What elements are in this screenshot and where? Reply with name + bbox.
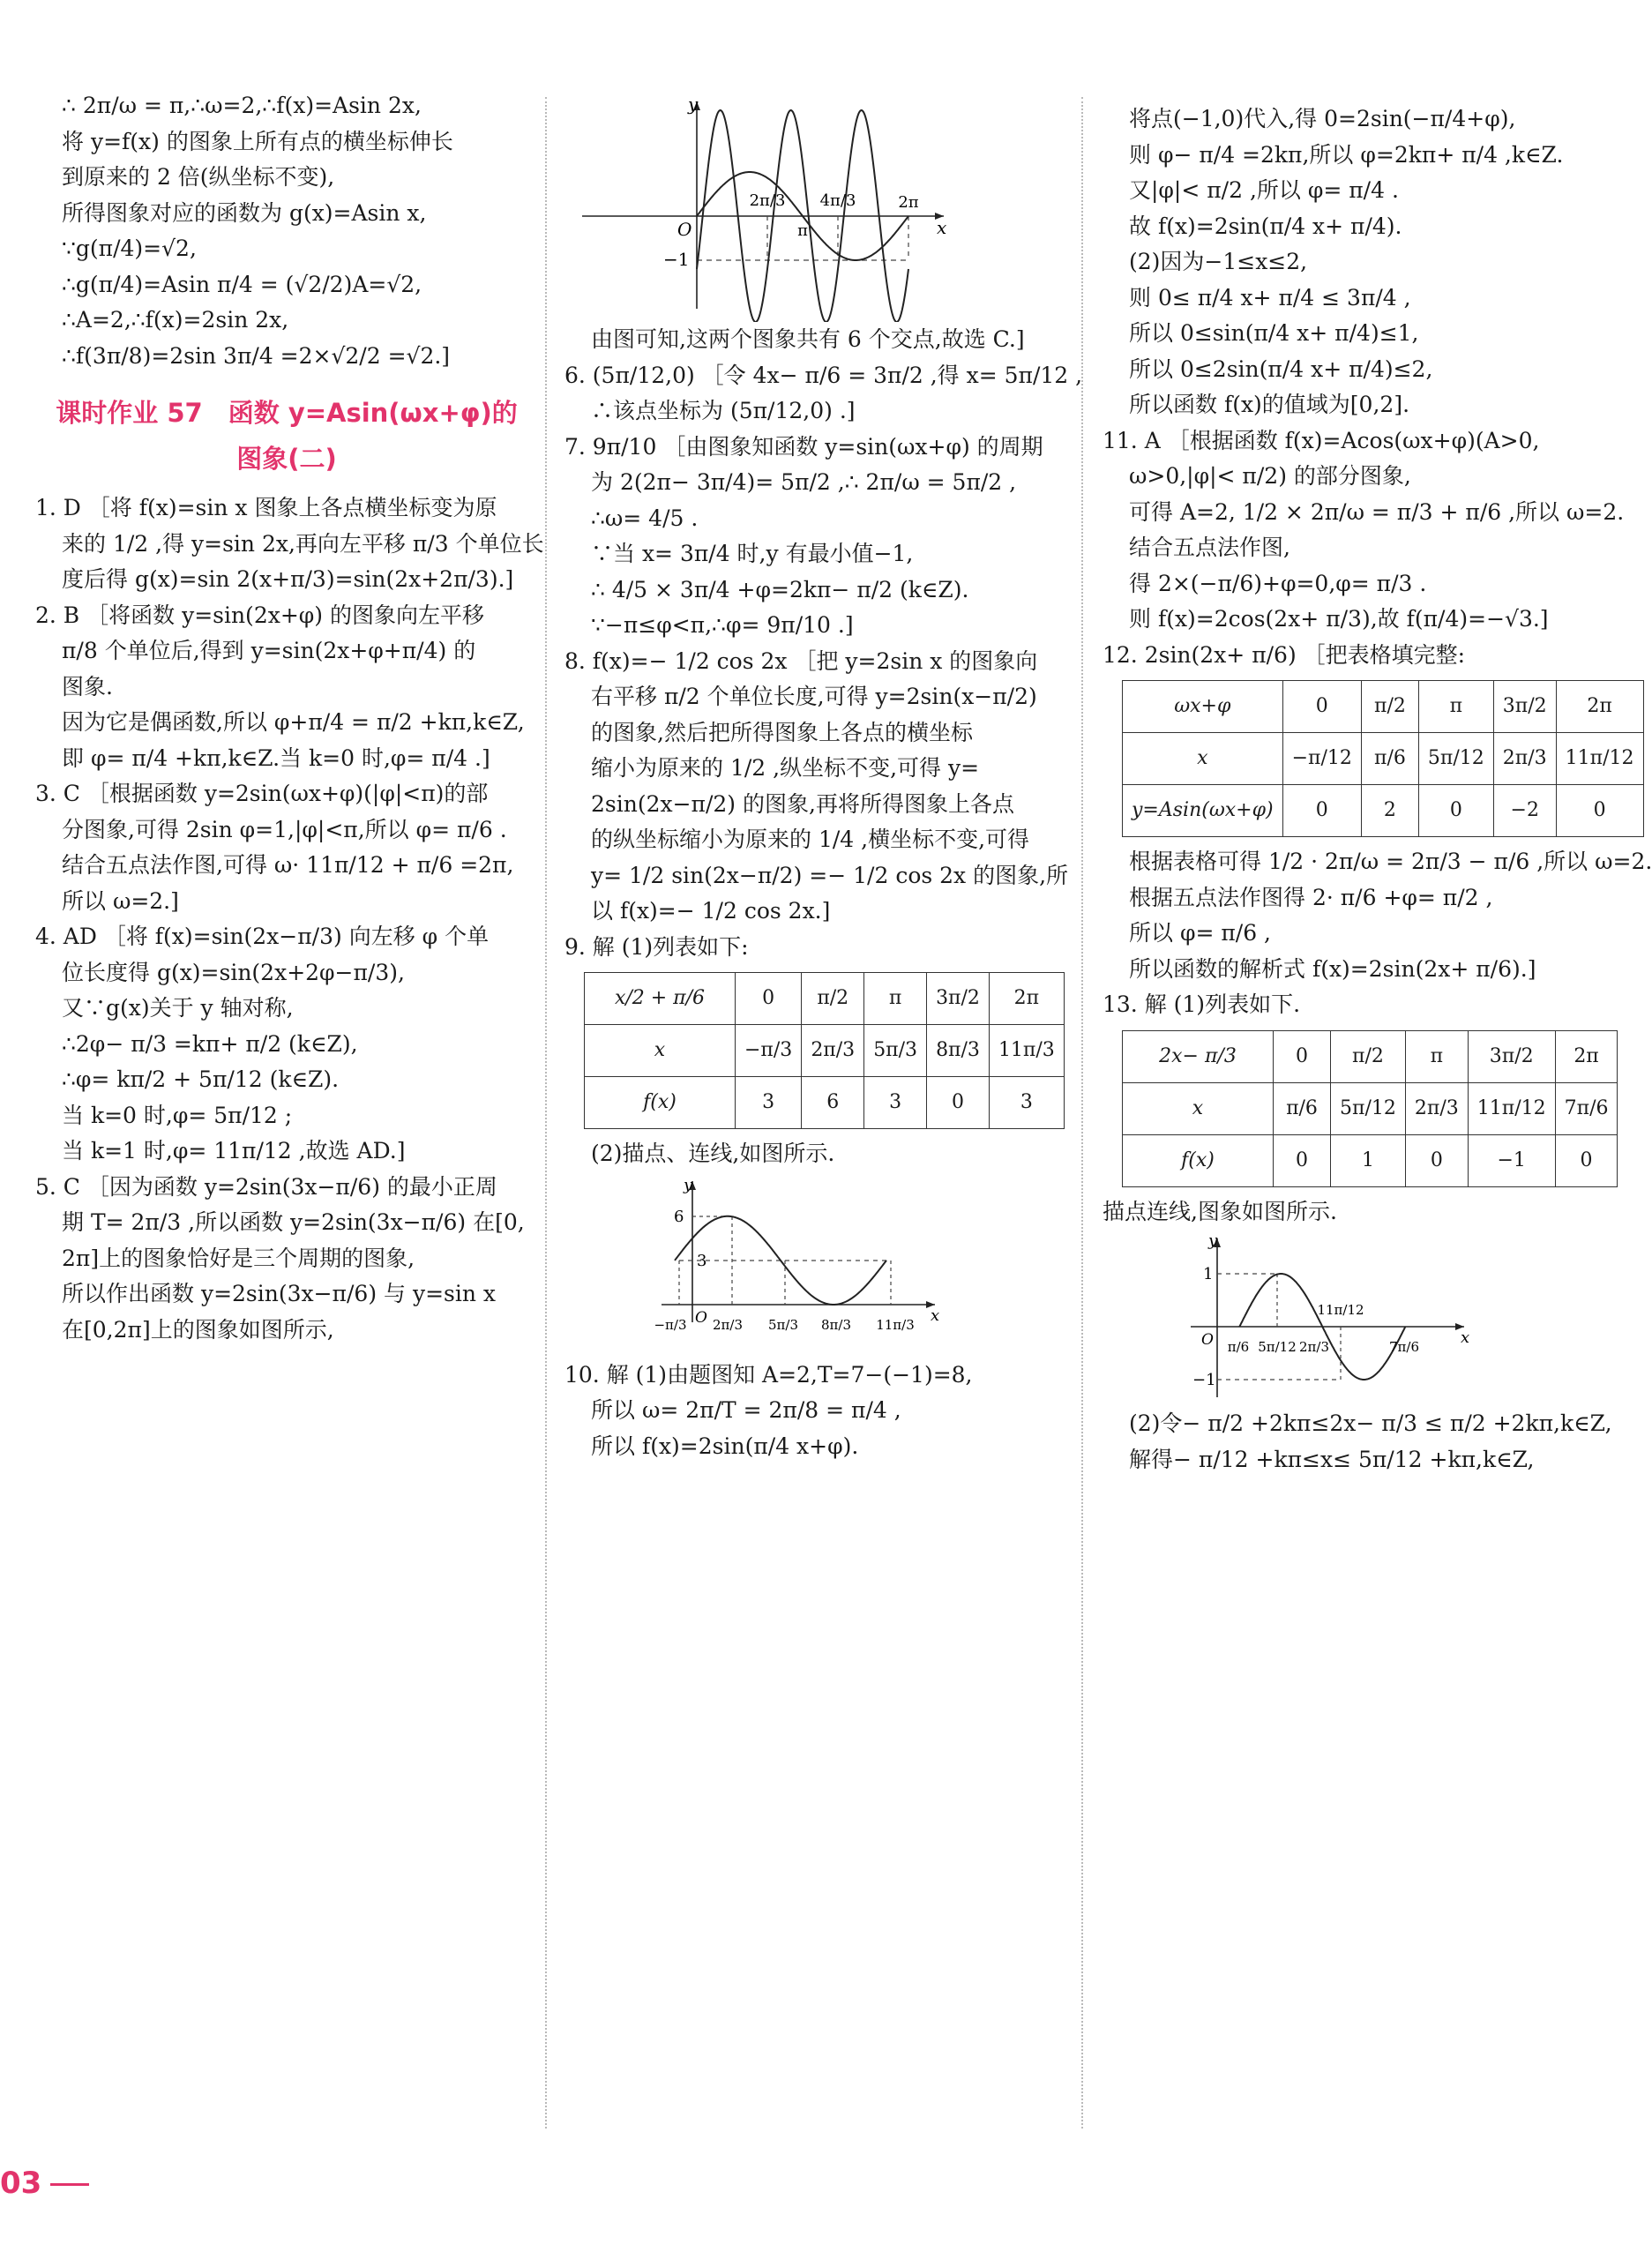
table-cell: x/2 + π/6 (585, 973, 736, 1025)
axis-label: y (1208, 1231, 1218, 1250)
text-line: 所以 φ= π/6 , (1129, 920, 1271, 946)
text-line: y= 1/2 sin(2x−π/2) =− 1/2 cos 2x 的图象,所 (591, 862, 1069, 888)
table-row (585, 1077, 1065, 1129)
text-line: ∴该点坐标为 (5π/12,0) .] (591, 398, 856, 423)
table-cell: 11π/3 (989, 1025, 1064, 1077)
text-line: 所以函数 f(x)的值域为[0,2]. (1129, 392, 1410, 417)
text-line: 右平移 π/2 个单位长度,可得 y=2sin(x−π/2) (591, 684, 1037, 709)
text-line: 以 f(x)=− 1/2 cos 2x.] (591, 898, 831, 924)
text-line: 将点(−1,0)代入,得 0=2sin(−π/4+φ), (1129, 106, 1516, 131)
text-line: 所以 ω=2.] (62, 887, 179, 914)
text-line: 2π]上的图象恰好是三个周期的图象, (62, 1245, 415, 1271)
text-line: 6. (5π/12,0) ［令 4x− π/6 = 3π/2 ,得 x= 5π/12 , (564, 362, 1083, 388)
section-title (35, 390, 538, 482)
table-cell: 2π/3 (802, 1025, 864, 1077)
text-line: 8. f(x)=− 1/2 cos 2x ［把 y=2sin x 的图象向 (564, 647, 1038, 674)
figure-sine-intersections (564, 84, 953, 322)
text-line: 7. 9π/10 ［由图象知函数 y=sin(ωx+φ) 的周期 (564, 433, 1043, 460)
table-cell: x (1123, 733, 1283, 785)
table-row (1123, 733, 1644, 785)
tick-label: 11π/12 (1317, 1302, 1364, 1318)
text-line: 所以 0≤2sin(π/4 x+ π/4)≤2, (1129, 355, 1433, 382)
origin-label: O (677, 219, 692, 240)
table-cell: 11π/12 (1556, 733, 1643, 785)
text-line: 3. C ［根据函数 y=2sin(ωx+φ)(|φ|<π)的部 (35, 781, 489, 807)
text-line: 描点连线,图象如图所示. (1103, 1198, 1337, 1224)
text-line: 到原来的 2 倍(纵坐标不变), (62, 164, 335, 190)
table-cell: 1 (1331, 1134, 1406, 1186)
tick-label: −1 (663, 249, 690, 270)
section-title-line: 课时作业 57 函数 y=Asin(ωx+φ)的 (56, 398, 518, 428)
tick-label: 4π/3 (819, 191, 856, 210)
text-line: ∵当 x= 3π/4 时,y 有最小值−1, (591, 541, 914, 566)
figure-q9-graph (644, 1172, 1014, 1358)
text-line: ∵g(π/4)=√2, (62, 236, 197, 261)
table-cell: 2π/3 (1405, 1082, 1468, 1134)
table-cell: 6 (802, 1077, 864, 1129)
table-cell: 0 (1405, 1134, 1468, 1186)
table-cell: 5π/3 (864, 1025, 927, 1077)
answer-column-2 (564, 84, 1083, 1464)
text-line: ∴A=2,∴f(x)=2sin 2x, (62, 307, 289, 333)
table-cell: π/6 (1361, 733, 1418, 785)
text-line: ∴φ= kπ/2 + 5π/12 (k∈Z). (62, 1066, 340, 1093)
column-divider (1081, 97, 1083, 2129)
text-line: 根据表格可得 1/2 · 2π/ω = 2π/3 − π/6 ,所以 ω=2. (1129, 849, 1652, 874)
axis-label: x (931, 1306, 940, 1325)
text-line: 又|φ|< π/2 ,所以 φ= π/4 . (1129, 177, 1399, 203)
table-row (1123, 785, 1644, 837)
table-cell: 3π/2 (927, 973, 990, 1025)
table-cell: 3 (989, 1077, 1064, 1129)
text-line: 当 k=0 时,φ= 5π/12 ; (62, 1102, 293, 1128)
tick-label: 2π (898, 193, 919, 212)
table-cell: π (1418, 681, 1493, 733)
text-line: 2. B ［将函数 y=sin(2x+φ) 的图象向左平移 (35, 602, 484, 628)
text-line: 得 2×(−π/6)+φ=0,φ= π/3 . (1129, 570, 1427, 596)
table-cell: −1 (1468, 1134, 1555, 1186)
answer-column-1 (35, 88, 544, 1348)
text-line: 1. D ［将 f(x)=sin x 图象上各点横坐标变为原 (35, 495, 497, 521)
table-cell: 0 (1556, 785, 1643, 837)
text-line: ω>0,|φ|< π/2) 的部分图象, (1129, 463, 1411, 489)
text-line: 期 T= 2π/3 ,所以函数 y=2sin(3x−π/6) 在[0, (62, 1209, 525, 1236)
value-table-9 (584, 972, 1065, 1129)
section-title-line: 图象(二) (236, 444, 337, 475)
text-line: 在[0,2π]上的图象如图所示, (62, 1316, 334, 1343)
table-row (1123, 1030, 1618, 1082)
axis-label: y (688, 94, 699, 115)
text-line: 的纵坐标缩小为原来的 1/4 ,横坐标不变,可得 (591, 827, 1030, 852)
tick-label: π (797, 221, 808, 240)
text-line: 所以 0≤sin(π/4 x+ π/4)≤1, (1129, 320, 1419, 346)
text-line: 解得− π/12 +kπ≤x≤ 5π/12 +kπ,k∈Z, (1129, 1446, 1535, 1472)
text-line: 由图可知,这两个图象共有 6 个交点,故选 C.] (591, 326, 1025, 352)
table-cell: 0 (927, 1077, 990, 1129)
origin-label: O (1201, 1331, 1214, 1349)
text-line: 因为它是偶函数,所以 φ+π/4 = π/2 +kπ,k∈Z, (62, 709, 525, 736)
tick-label: 2π/3 (749, 191, 786, 210)
table-cell: f(x) (1123, 1134, 1274, 1186)
table-cell: π/2 (1361, 681, 1418, 733)
table-cell: 0 (1282, 785, 1361, 837)
column-divider (545, 97, 547, 2129)
text-line: ∴g(π/4)=Asin π/4 = (√2/2)A=√2, (62, 271, 422, 297)
text-line: 将 y=f(x) 的图象上所有点的横坐标伸长 (62, 128, 453, 154)
tick-label: 5π/12 (1258, 1339, 1297, 1355)
figure-q13-graph (1173, 1230, 1544, 1406)
table-cell: 0 (736, 973, 802, 1025)
text-line: 分图象,可得 2sin φ=1,|φ|<π,所以 φ= π/6 . (62, 816, 507, 842)
text-line: π/8 个单位后,得到 y=sin(2x+φ+π/4) 的 (62, 638, 476, 664)
text-line: 11. A ［根据函数 f(x)=Acos(ωx+φ)(A>0, (1103, 427, 1540, 453)
tick-label: 8π/3 (821, 1316, 851, 1333)
table-cell: 8π/3 (927, 1025, 990, 1077)
table-cell: 7π/6 (1555, 1082, 1618, 1134)
table-row (1123, 681, 1644, 733)
text-line: 来的 1/2 ,得 y=sin 2x,再向左平移 π/3 个单位长 (62, 530, 544, 557)
text-line: 13. 解 (1)列表如下. (1103, 991, 1301, 1017)
table-cell: π (1405, 1030, 1468, 1082)
page-number (0, 2166, 89, 2201)
table-cell: 2π (1555, 1030, 1618, 1082)
table-cell: y=Asin(ωx+φ) (1123, 785, 1283, 837)
table-cell: 2x− π/3 (1123, 1030, 1274, 1082)
table-cell: 2π (1556, 681, 1643, 733)
table-cell: 3π/2 (1493, 681, 1556, 733)
text-line: 则 φ− π/4 =2kπ,所以 φ=2kπ+ π/4 ,k∈Z. (1129, 141, 1564, 168)
origin-label: O (695, 1308, 707, 1327)
text-line: 所以作出函数 y=2sin(3x−π/6) 与 y=sin x (62, 1281, 497, 1307)
text-line: 当 k=1 时,φ= 11π/12 ,故选 AD.] (62, 1138, 406, 1164)
axis-label: x (937, 217, 947, 238)
table-cell: 3 (864, 1077, 927, 1129)
text-line: 5. C ［因为函数 y=2sin(3x−π/6) 的最小正周 (35, 1173, 497, 1200)
table-cell: π/2 (1331, 1030, 1406, 1082)
table-cell: ωx+φ (1123, 681, 1283, 733)
table-row (1123, 1082, 1618, 1134)
answer-column-3 (1103, 101, 1652, 1478)
text-line: 可得 A=2, 1/2 × 2π/ω = π/3 + π/6 ,所以 ω=2. (1129, 498, 1625, 525)
table-cell: π/6 (1274, 1082, 1331, 1134)
text-line: 结合五点法作图, (1129, 535, 1290, 560)
table-cell: 5π/12 (1331, 1082, 1406, 1134)
table-cell: −π/3 (736, 1025, 802, 1077)
text-line: 结合五点法作图,可得 ω· 11π/12 + π/6 =2π, (62, 852, 514, 879)
tick-label: 2π/3 (1299, 1339, 1329, 1355)
table-cell: 3π/2 (1468, 1030, 1555, 1082)
text-line: ∴ 4/5 × 3π/4 +φ=2kπ− π/2 (k∈Z). (591, 576, 969, 602)
text-line: 2sin(2x−π/2) 的图象,再将所得图象上各点 (591, 790, 1014, 817)
tick-label: 7π/6 (1389, 1339, 1419, 1355)
text-line: 10. 解 (1)由题图知 A=2,T=7−(−1)=8, (564, 1361, 973, 1388)
tick-label: 1 (1203, 1265, 1214, 1283)
text-line: 所以 f(x)=2sin(π/4 x+φ). (591, 1433, 859, 1459)
value-table-12 (1122, 680, 1644, 837)
table-cell: π/2 (802, 973, 864, 1025)
text-line: 9. 解 (1)列表如下: (564, 933, 749, 960)
axis-label: x (1461, 1328, 1470, 1347)
table-row (1123, 1134, 1618, 1186)
table-cell: 3 (736, 1077, 802, 1129)
tick-label: −1 (1192, 1371, 1216, 1389)
table-cell: π (864, 973, 927, 1025)
tick-label: 6 (674, 1207, 684, 1226)
text-line: 所以函数的解析式 f(x)=2sin(2x+ π/6).] (1129, 955, 1536, 982)
text-line: 又∵g(x)关于 y 轴对称, (62, 995, 294, 1021)
value-table-13 (1122, 1030, 1618, 1187)
text-line: 根据五点法作图得 2· π/6 +φ= π/2 , (1129, 884, 1493, 910)
text-line: 则 0≤ π/4 x+ π/4 ≤ 3π/4 , (1129, 284, 1411, 310)
text-line: 为 2(2π− 3π/4)= 5π/2 ,∴ 2π/ω = 5π/2 , (591, 469, 1017, 495)
text-line: 图象. (62, 673, 113, 700)
table-cell: −π/12 (1282, 733, 1361, 785)
table-cell: 0 (1555, 1134, 1618, 1186)
table-row (585, 1025, 1065, 1077)
table-cell: 11π/12 (1468, 1082, 1555, 1134)
table-cell: 0 (1282, 681, 1361, 733)
table-cell: f(x) (585, 1077, 736, 1129)
tick-label: 2π/3 (713, 1316, 743, 1333)
text-line: ∴ 2π/ω = π,∴ω=2,∴f(x)=Asin 2x, (62, 93, 422, 118)
text-line: (2)令− π/2 +2kπ≤2x− π/3 ≤ π/2 +2kπ,k∈Z, (1129, 1410, 1612, 1436)
tick-label: π/6 (1227, 1339, 1250, 1355)
table-cell: 2 (1361, 785, 1418, 837)
text-line: (2)因为−1≤x≤2, (1129, 249, 1308, 274)
text-line: ∴2φ− π/3 =kπ+ π/2 (k∈Z), (62, 1030, 358, 1057)
text-line: 缩小为原来的 1/2 ,纵坐标不变,可得 y= (591, 755, 980, 781)
table-cell: −2 (1493, 785, 1556, 837)
text-line: 的图象,然后把所得图象上各点的横坐标 (591, 719, 973, 745)
text-line: 即 φ= π/4 +kπ,k∈Z.当 k=0 时,φ= π/4 .] (62, 744, 490, 771)
text-line: ∵−π≤φ<π,∴φ= 9π/10 .] (591, 612, 854, 638)
axis-label: y (684, 1175, 693, 1194)
text-line: 故 f(x)=2sin(π/4 x+ π/4). (1129, 213, 1402, 239)
table-cell: 2π (989, 973, 1064, 1025)
text-line: 12. 2sin(2x+ π/6) ［把表格填完整: (1103, 641, 1466, 668)
tick-label: 5π/3 (768, 1316, 798, 1333)
page-number-dash (50, 2183, 89, 2186)
text-line: 位长度得 g(x)=sin(2x+2φ−π/3), (62, 959, 405, 985)
text-line: ∴ω= 4/5 . (591, 505, 699, 531)
text-line: (2)描点、连线,如图所示. (591, 1141, 835, 1166)
table-cell: x (1123, 1082, 1274, 1134)
table-cell: 0 (1274, 1134, 1331, 1186)
text-line: 度后得 g(x)=sin 2(x+π/3)=sin(2x+2π/3).] (62, 566, 514, 593)
page-number-text: 03 (0, 2166, 42, 2201)
table-cell: x (585, 1025, 736, 1077)
tick-label: −π/3 (654, 1316, 687, 1333)
table-cell: 0 (1418, 785, 1493, 837)
text-line: 所以 ω= 2π/T = 2π/8 = π/4 , (591, 1397, 901, 1423)
tick-label: 3 (697, 1251, 707, 1270)
text-line: 4. AD ［将 f(x)=sin(2x−π/3) 向左移 φ 个单 (35, 924, 490, 950)
tick-label: 11π/3 (876, 1316, 915, 1333)
table-cell: 0 (1274, 1030, 1331, 1082)
table-cell: 5π/12 (1418, 733, 1493, 785)
table-cell: 2π/3 (1493, 733, 1556, 785)
text-line: ∴f(3π/8)=2sin 3π/4 =2×√2/2 =√2.] (62, 342, 451, 369)
text-line: 所得图象对应的函数为 g(x)=Asin x, (62, 199, 427, 226)
text-line: 则 f(x)=2cos(2x+ π/3),故 f(π/4)=−√3.] (1129, 606, 1549, 632)
table-row (585, 973, 1065, 1025)
